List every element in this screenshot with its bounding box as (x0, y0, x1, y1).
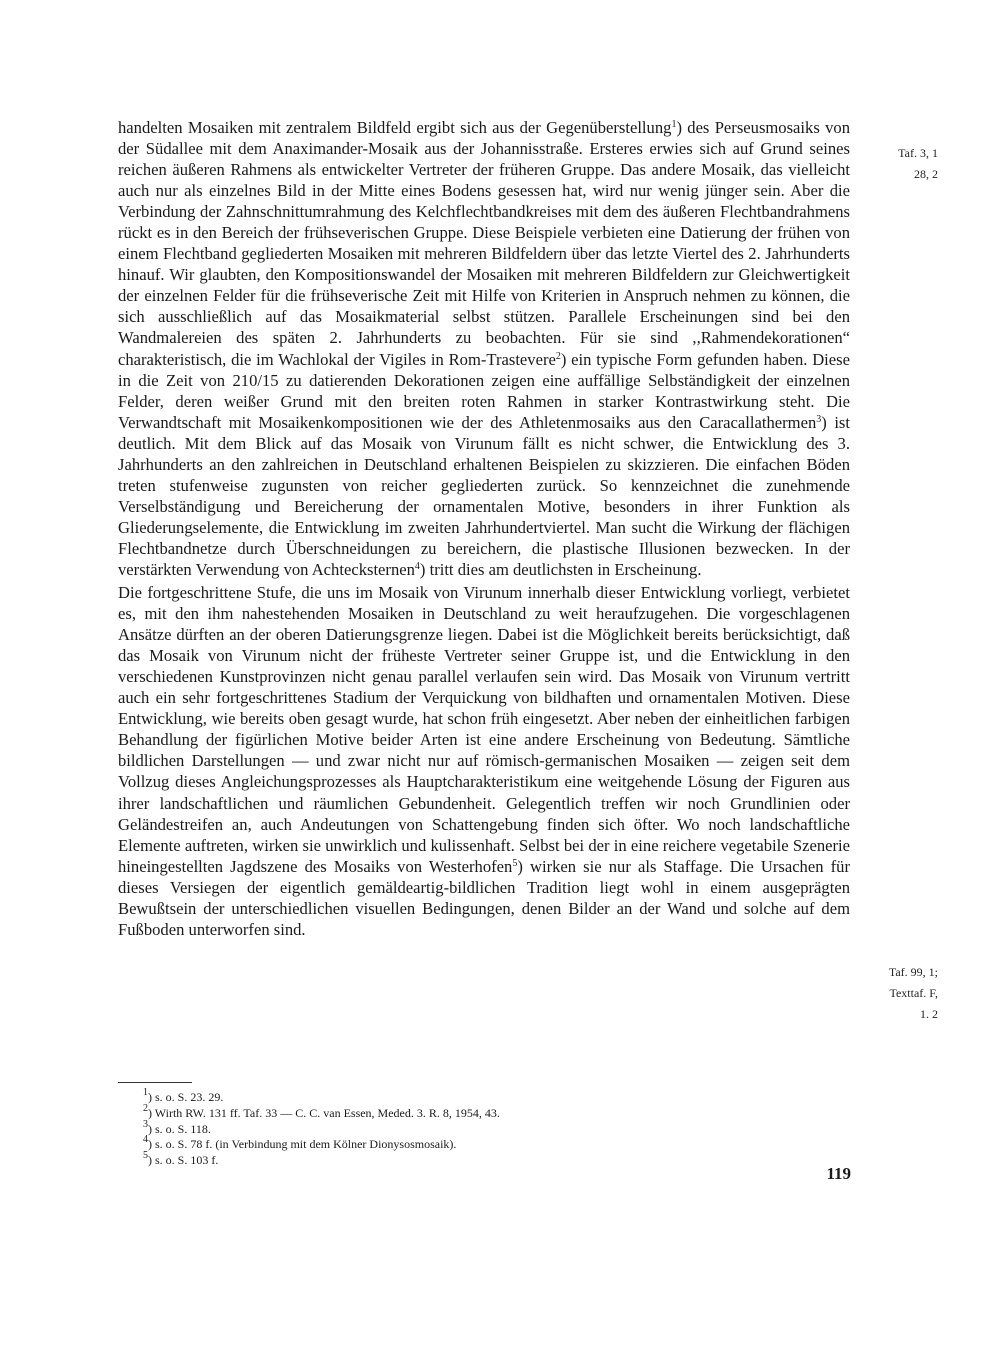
text-run: ) wirken sie nur als Staffage. Die Ursachen für dieses Versiegen der eigentlich gemäldeartig-bildlichen Tradition liegt wohl in einem ausgeprägten Bewußtsein der unterschiedlichen visuellen Bedingungen, denen Bilder an der Wand und solche auf dem Fußboden unterworfen sind. (118, 856, 850, 939)
footnote-ref-5: 5 (512, 857, 518, 869)
margin-note-line: Texttaf. F, (889, 986, 938, 1000)
footnote-number: 5 (143, 1150, 148, 1162)
text-run: ) ein typische Form gefunden haben. Diese in die Zeit von 210/15 zu datierenden Dekorationen zeigen eine auffällige Selbständigkeit der einzelnen Felder, deren weißer Grund mit den breiten roten Rahmen in starker Kontrastwirkung steht. Die Verwandtschaft mit Mosaikenkompositionen wie der des Athletenmosaiks aus den Caracallathermen (118, 349, 850, 432)
text-run: handelten Mosaiken mit zentralem Bildfeld ergibt sich aus der Gegenüberstellung (118, 118, 672, 137)
footnote-text: ) s. o. S. 103 f. (148, 1153, 219, 1168)
footnote-text: ) Wirth RW. 131 ff. Taf. 33 — C. C. van Essen, Meded. 3. R. 8, 1954, 43. (148, 1105, 500, 1120)
footnote-3 (143, 1118, 843, 1138)
footnote-1 (143, 1087, 843, 1106)
text-run: ) ist deutlich. Mit dem Blick auf das Mosaik von Virunum fällt es nicht schwer, die Entwicklung des 3. Jahrhunderts an den zahlreichen in Deutschland erhaltenen Beispielen zu skizzieren. Die einfachen Böden treten stufenweise zugunsten von reicher gegliederten zurück. So kennzeichnet die zunehmende Verselbständigung und Bereicherung der ornamentalen Motive, besonders in ihrer Funktion als Gliederungselemente, die Entwicklung im zweiten Jahrhundertviertel. Man sucht die Wirkung der flächigen Flechtbandnetze durch Überschneidungen zu bereichern, die plastische Illusionen bezwecken. In der verstärkten Verwendung von Achtecksternen (118, 412, 850, 579)
footnote-2 (143, 1102, 843, 1122)
margin-note-plate-ref-1 (828, 143, 938, 185)
footnote-ref-1: 1 (671, 119, 677, 130)
footnote-5 (143, 1150, 843, 1169)
page-number: 119 (826, 1164, 851, 1183)
footnote-divider (118, 1082, 192, 1083)
text-run: ) des Perseusmosaiks von der Südallee mit dem Anaximander-Mosaik aus der Johannisstraße. Ersteres erwies sich auf Grund seines reichen äußeren Rahmens als entwickelter Vertreter der früheren Gruppe. Das andere Mosaik, das vielleicht auch nur als einzelnes Bild in der Mitte eines Bodens gesessen hat, wird nur wenig jünger sein. Aber die Verbindung der Zahnschnittumrahmung des Kelchflechtbandkreises mit dem des äußeren Flechtbandrahmens rückt es in den Bereich der frühseverischen Gruppe. Diese Beispiele verbieten eine Datierung der frühen von einem Flechtband gegliederten Mosaiken mit mehreren Bildfeldern über das letzte Viertel des 2. Jahrhunderts hinauf. Wir glaubten, den Kompositionswandel der Mosaiken mit mehreren Bildfeldern zur Gleichwertigkeit der einzelnen Felder für die frühseverische Zeit mit Hilfe von Kriterien in Anspruch nehmen zu können, die sich ausschließlich auf das Mosaikmaterial selbst stützen. Parallele Erscheinungen sind bei den Wandmalereien des späten 2. Jahrhunderts zu beobachten. Für sie sind ,,Rahmendekorationen“ charakteristisch, die im Wachlokal der Vigiles in Rom-Trastevere (118, 118, 850, 369)
footnote-number: 4 (143, 1134, 148, 1146)
footnote-number: 2 (143, 1102, 148, 1114)
footnote-number: 3 (143, 1118, 148, 1130)
margin-note-line: 28, 2 (914, 167, 938, 181)
footnotes (143, 1087, 843, 1169)
footnote-ref-4: 4 (414, 560, 420, 572)
margin-note-plate-ref-2 (828, 962, 938, 1025)
footnote-text: ) s. o. S. 23. 29. (148, 1090, 224, 1104)
margin-note-line: Taf. 3, 1 (898, 146, 938, 160)
footnote-ref-3: 3 (816, 413, 822, 425)
footnote-number: 1 (143, 1087, 148, 1098)
footnote-ref-2: 2 (555, 350, 561, 362)
text-run: Die fortgeschrittene Stufe, die uns im Mosaik von Virunum innerhalb dieser Entwicklung vorliegt, verbietet es, mit den ihm nahestehenden Mosaiken in Deutschland zu weit heraufzugehen. Die vorgeschlagenen Ansätze dürften an der oberen Datierungsgrenze liegen. Dabei ist die Möglichkeit bereits berücksichtigt, daß das Mosaik von Virunum nicht der früheste Vertreter seiner Gruppe ist, und die Entwicklung in den verschiedenen Kunstprovinzen nicht genau parallel verlaufen sein wird. Das Mosaik von Virunum vertritt auch ein sehr fortgeschrittenes Stadium der Verquickung von bildhaften und ornamentalen Motiven. Diese Entwicklung, wie bereits oben gesagt wurde, hat schon früh eingesetzt. Aber neben der einheitlichen farbigen Behandlung der figürlichen Motive beider Arten ist eine andere Erscheinung von Bedeutung. Sämtliche bildlichen Darstellungen — und zwar nicht nur auf römisch-germanischen Mosaiken — zeigen seit dem Vollzug dieses Angleichungsprozesses als Hauptcharakteristikum eine weitgehende Lösung der Figuren aus ihrer landschaftlichen und räumlichen Gebundenheit. Gelegentlich treffen wir noch Grundlinien oder Geländestreifen an, auch Andeutungen von Schattengebung finden sich öfter. Wo noch landschaftliche Elemente auftreten, wirken sie unwirklich und kulissenhaft. Selbst bei der in eine reichere vegetabile Szenerie hineingestellten Jagdszene des Mosaiks von Westerhofen (118, 583, 850, 876)
text-run: ) tritt dies am deutlichsten in Erscheinung. (419, 559, 702, 579)
paragraph-2 (118, 582, 850, 940)
footnote-text: ) s. o. S. 118. (148, 1121, 211, 1136)
footnote-4 (143, 1134, 843, 1153)
margin-note-line: Taf. 99, 1; (888, 965, 938, 979)
footnote-text: ) s. o. S. 78 f. (in Verbindung mit dem Kölner Dionysosmosaik). (148, 1137, 457, 1152)
body-text (118, 117, 850, 940)
margin-note-line: 1. 2 (920, 1007, 938, 1021)
paragraph-1 (118, 117, 850, 580)
